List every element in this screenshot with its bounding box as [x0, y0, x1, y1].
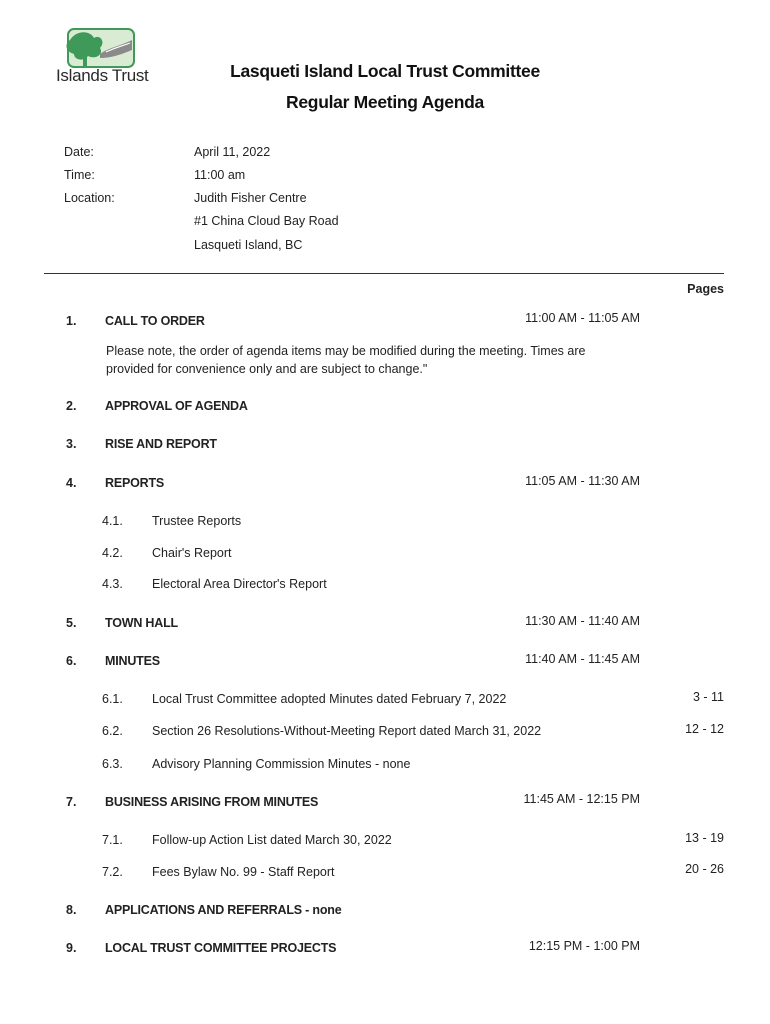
- item-number: 9.: [66, 941, 77, 955]
- document-subtitle: Regular Meeting Agenda: [286, 92, 484, 112]
- item-number: 6.: [66, 654, 77, 668]
- location-line: #1 China Cloud Bay Road: [194, 214, 339, 228]
- item-time: 11:40 AM - 11:45 AM: [525, 652, 640, 666]
- item-title: CALL TO ORDER: [105, 314, 205, 328]
- subitem-pages: 3 - 11: [692, 690, 724, 704]
- item-time: 11:45 AM - 12:15 PM: [523, 792, 640, 806]
- subitem-title: Electoral Area Director's Report: [152, 577, 327, 591]
- item-time: 11:05 AM - 11:30 AM: [525, 474, 640, 488]
- item-title: BUSINESS ARISING FROM MINUTES: [105, 795, 319, 809]
- item-time: 11:30 AM - 11:40 AM: [525, 614, 640, 628]
- logo-text: Islands Trust: [56, 66, 149, 85]
- subitem-title: Fees Bylaw No. 99 - Staff Report: [152, 865, 335, 879]
- date-value: April 11, 2022: [194, 145, 271, 159]
- time-value: 11:00 am: [194, 168, 246, 182]
- header-divider: [44, 273, 724, 274]
- date-label: Date:: [64, 145, 94, 159]
- item-number: 2.: [66, 399, 77, 413]
- item-number: 8.: [66, 903, 77, 917]
- item-title: APPROVAL OF AGENDA: [105, 399, 248, 413]
- time-label: Time:: [64, 168, 95, 182]
- subitem-title: Advisory Planning Commission Minutes - none: [152, 757, 411, 771]
- subitem-number: 6.3.: [102, 757, 123, 771]
- item-title: REPORTS: [105, 476, 165, 490]
- item-number: 3.: [66, 437, 77, 451]
- subitem-pages: 12 - 12: [685, 722, 724, 736]
- subitem-number: 4.3.: [102, 577, 123, 591]
- item-number: 7.: [66, 795, 77, 809]
- item-time: 12:15 PM - 1:00 PM: [528, 939, 640, 953]
- item-title: TOWN HALL: [105, 616, 178, 630]
- item-note: Please note, the order of agenda items may be modified during the meeting. Times are provided for convenience only and are subject to change.": [106, 344, 586, 376]
- subitem-title: Trustee Reports: [152, 514, 242, 528]
- pages-header: Pages: [687, 282, 724, 296]
- subitem-number: 6.2.: [102, 724, 123, 738]
- item-title: APPLICATIONS AND REFERRALS - none: [105, 903, 342, 917]
- subitem-pages: 13 - 19: [685, 831, 724, 845]
- location-line: Lasqueti Island, BC: [194, 238, 303, 252]
- location-line: Judith Fisher Centre: [194, 191, 307, 205]
- item-time: 11:00 AM - 11:05 AM: [525, 311, 640, 325]
- item-number: 5.: [66, 616, 77, 630]
- subitem-title: Chair's Report: [152, 546, 232, 560]
- subitem-title: Follow-up Action List dated March 30, 2022: [152, 833, 392, 847]
- item-title: RISE AND REPORT: [105, 437, 217, 451]
- item-number: 1.: [66, 314, 77, 328]
- subitem-number: 4.1.: [102, 514, 123, 528]
- item-title: LOCAL TRUST COMMITTEE PROJECTS: [105, 941, 337, 955]
- subitem-number: 7.2.: [102, 865, 123, 879]
- subitem-title: Local Trust Committee adopted Minutes dated February 7, 2022: [152, 692, 507, 706]
- subitem-pages: 20 - 26: [685, 862, 724, 876]
- subitem-number: 7.1.: [102, 833, 123, 847]
- document-title: Lasqueti Island Local Trust Committee: [230, 61, 540, 81]
- location-label: Location:: [64, 191, 115, 205]
- subitem-number: 6.1.: [102, 692, 123, 706]
- item-title: MINUTES: [105, 654, 160, 668]
- subitem-number: 4.2.: [102, 546, 123, 560]
- subitem-title: Section 26 Resolutions-Without-Meeting Report dated March 31, 2022: [152, 724, 542, 738]
- item-number: 4.: [66, 476, 77, 490]
